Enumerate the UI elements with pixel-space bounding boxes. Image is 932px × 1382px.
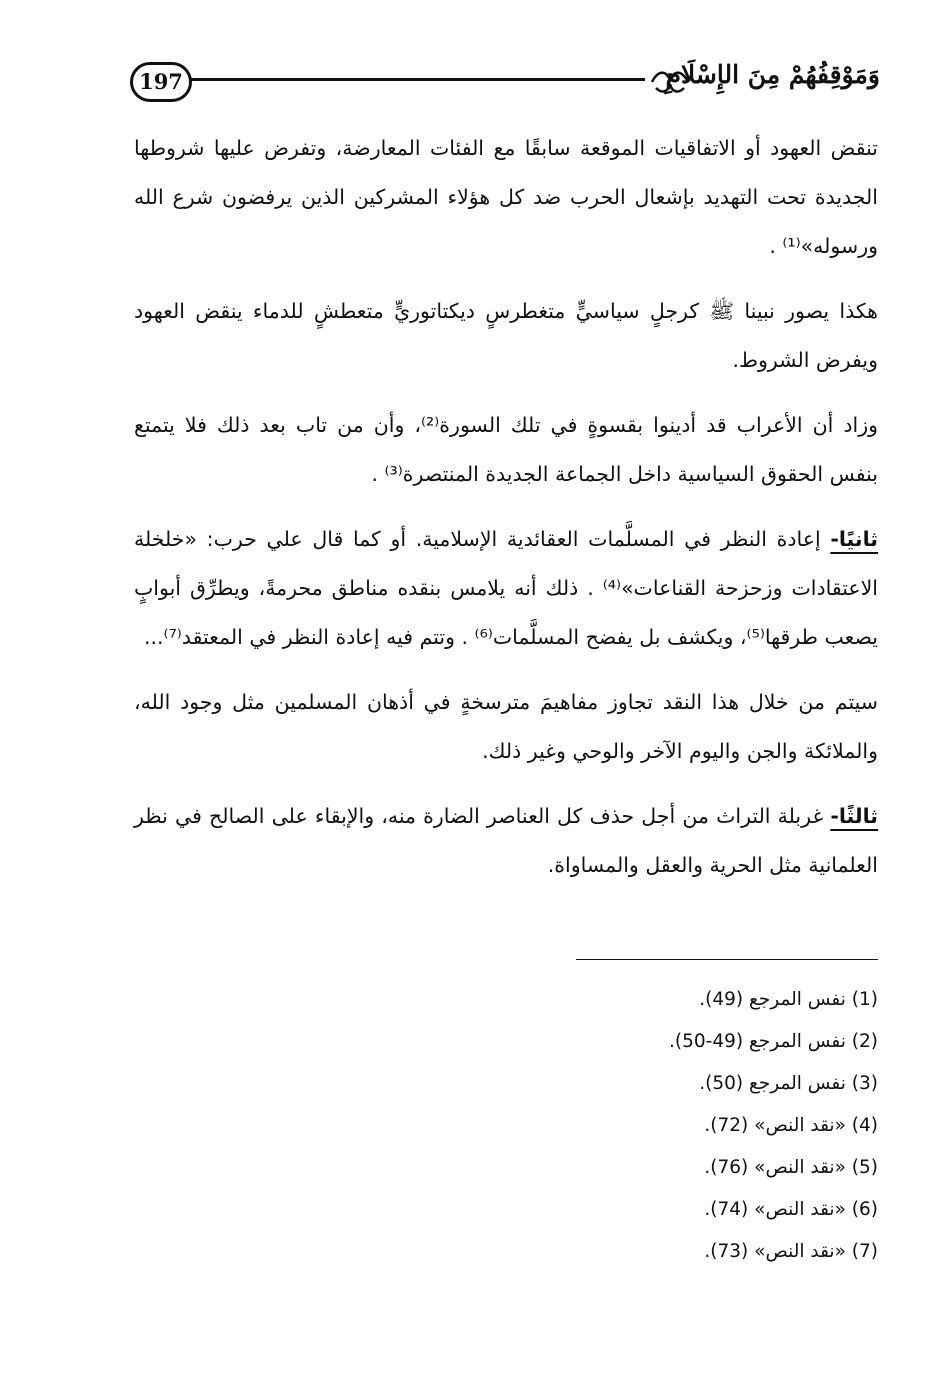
main-text [134,124,878,906]
footnote-divider [576,959,878,960]
section-lead-third: ثالثًا- [830,804,878,828]
footnotes [300,985,878,1279]
paragraph-3: وزاد أن الأعراب قد أدينوا بقسوةٍ في تلك السورة⁽²⁾، وأن من تاب بعد ذلك فلا يتمتع بنفس الحقوق السياسية داخل الجماعة الجديدة المنتصرة⁽³⁾ . [134,413,878,486]
footnote-4: (4) «نقد النص» (72). [704,1115,878,1136]
running-title: وَمَوْقِفُهُمْ مِنَ الإِسْلَامِ [665,60,880,89]
page-header [130,62,880,110]
paragraph-1: تنقض العهود أو الاتفاقيات الموقعة سابقًا مع الفئات المعارضة، وتفرض عليها شروطها الجديدة تحت التهديد بإشعال الحرب ضد كل هؤلاء المشركين الذين يرفضون شرع الله ورسوله»⁽¹⁾ . [134,136,878,258]
footnote-7: (7) «نقد النص» (73). [704,1241,878,1262]
paragraph-4-text: إعادة النظر في المسلَّمات العقائدية الإسلامية. أو كما قال علي حرب: «خلخلة الاعتقادات وزحزحة القناعات»⁽⁴⁾ . ذلك أنه يلامس بنقده مناطق محرمةً، ويطرِّق أبوابٍ يصعب طرقها⁽⁵⁾، ويكشف بل يفضح المسلَّمات⁽⁶⁾ . وتتم فيه إعادة النظر في المعتقد⁽⁷⁾... [134,527,879,649]
paragraph-5: سيتم من خلال هذا النقد تجاوز مفاهيمَ مترسخةٍ في أذهان المسلمين مثل وجود الله، والملائكة والجن واليوم الآخر والوحي وغير ذلك. [134,690,878,763]
paragraph-6 [134,792,878,890]
page-number: 197 [130,62,192,102]
footnote-3: (3) نفس المرجع (50). [699,1073,878,1094]
footnote-2: (2) نفس المرجع (49-50). [668,1031,878,1052]
paragraph-6-text: غربلة التراث من أجل حذف كل العناصر الضارة منه، والإبقاء على الصالح في نظر العلمانية مثل الحرية والعقل والمساواة. [134,804,878,877]
section-lead-second: ثانيًا- [830,527,878,551]
footnote-6: (6) «نقد النص» (74). [704,1199,878,1220]
footnote-1: (1) نفس المرجع (49). [699,989,878,1010]
footnote-5: (5) «نقد النص» (76). [704,1157,878,1178]
header-rule [190,78,645,81]
paragraph-4 [134,515,878,662]
paragraph-2: هكذا يصور نبينا ﷺ كرجلٍ سياسيٍّ متغطرسٍ ديكتاتوريٍّ متعطشٍ للدماء ينقض العهود ويفرض الشروط. [134,299,878,372]
